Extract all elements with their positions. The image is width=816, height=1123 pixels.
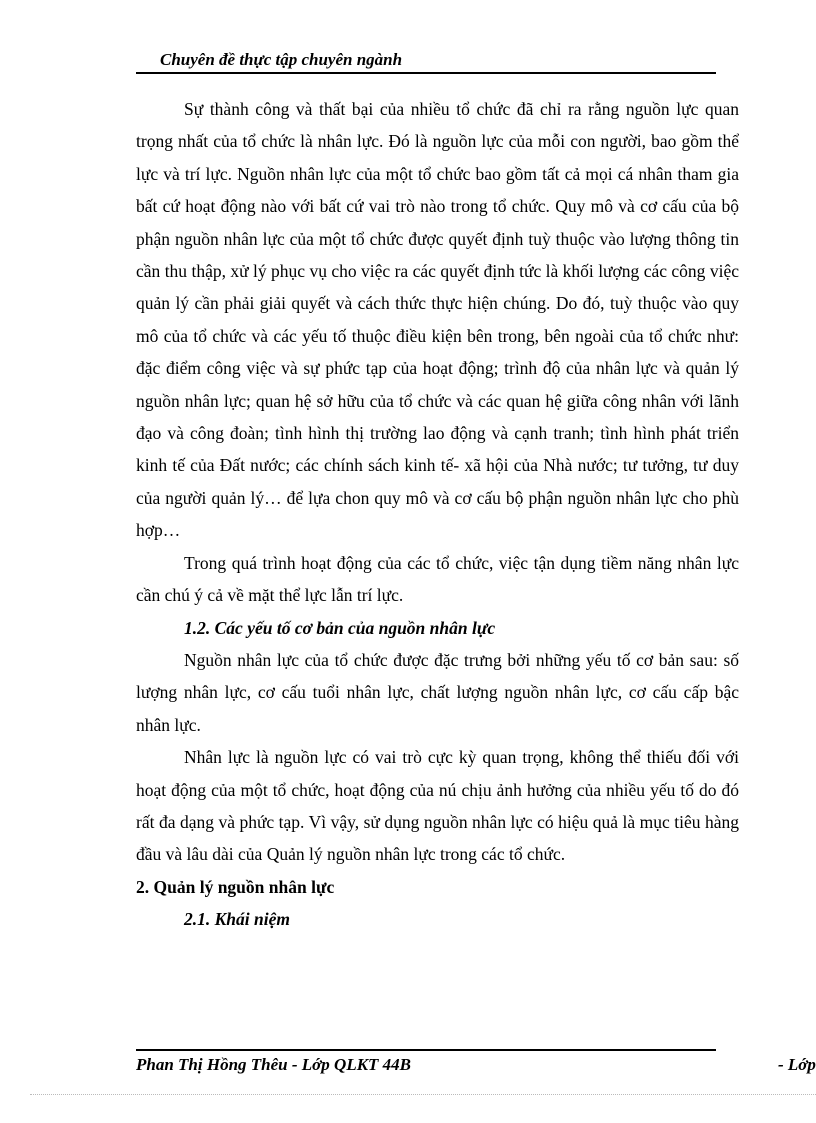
paragraph-intro: Sự thành công và thất bại của nhiều tổ chức đã chỉ ra rằng nguồn lực quan trọng nhất của tổ chức là nhân lực. Đó là nguồn lực của mỗi con người, bao gồm thể lực và trí lực. Nguồn nhân lực của một tổ chức bao gồm tất cả mọi cá nhân tham gia bất cứ hoạt động nào với bất cứ vai trò nào trong tổ chức. Quy mô và cơ cấu của bộ phận nguồn nhân lực của một tổ chức được quyết định tuỳ thuộc vào lượng thông tin cần thu thập, xử lý phục vụ cho việc ra các quyết định tức là khối lượng các công việc quản lý cần phải giải quyết và cách thức thực hiện chúng. Do đó, tuỳ thuộc vào quy mô của tổ chức và các yếu tố thuộc điều kiện bên trong, bên ngoài của tổ chức như: đặc điểm công việc và sự phức tạp của hoạt động; trình độ của nhân lực và quản lý nguồn nhân lực; quan hệ sở hữu của tổ chức và các quan hệ giữa công nhân với lãnh đạo và công đoàn; tình hình thị trường lao động và cạnh tranh; tình hình phát triển kinh tế của Đất nước; các chính sách kinh tế- xã hội của Nhà nước; tư tưởng, tư duy của người quản lý… để lựa chon quy mô và cơ cấu bộ phận nguồn nhân lực cho phù hợp… — [136, 99, 739, 541]
footer-author: Phan Thị Hồng Thêu - Lớp QLKT 44B — [136, 1055, 412, 1074]
section-heading-1-2: 1.2. Các yếu tố cơ bản của nguồn nhân lực — [184, 617, 496, 638]
section-heading-2-1: 2.1. Khái niệm — [184, 909, 290, 930]
section-heading-2: 2. Quản lý nguồn nhân lực — [136, 876, 335, 897]
document-body — [136, 93, 739, 936]
footer-overflow-text: - Lớp — [778, 1055, 816, 1074]
page-header — [136, 47, 716, 74]
footer-divider — [136, 1049, 716, 1051]
header-title: Chuyên đề thực tập chuyên ngành — [160, 50, 403, 69]
paragraph-potential: Trong quá trình hoạt động của các tổ chức, việc tận dụng tiềm năng nhân lực cần chú ý cả về mặt thể lực lẫn trí lực. — [136, 552, 739, 606]
paragraph-factors: Nguồn nhân lực của tổ chức được đặc trưng bởi những yếu tố cơ bản sau: số lượng nhân lực, cơ cấu tuổi nhân lực, chất lượng nguồn nhân lực, cơ cấu cấp bậc nhân lực. — [136, 649, 739, 735]
paragraph-importance: Nhân lực là nguồn lực có vai trò cực kỳ quan trọng, không thể thiếu đối với hoạt động của một tổ chức, hoạt động của nú chịu ảnh hưởng của nhiều yếu tố do đó rất đa dạng và phức tạp. Vì vậy, sử dụng nguồn nhân lực có hiệu quả là mục tiêu hàng đầu và lâu dài của Quản lý nguồn nhân lực trong các tổ chức. — [136, 747, 739, 865]
page-bottom-edge — [30, 1094, 816, 1095]
